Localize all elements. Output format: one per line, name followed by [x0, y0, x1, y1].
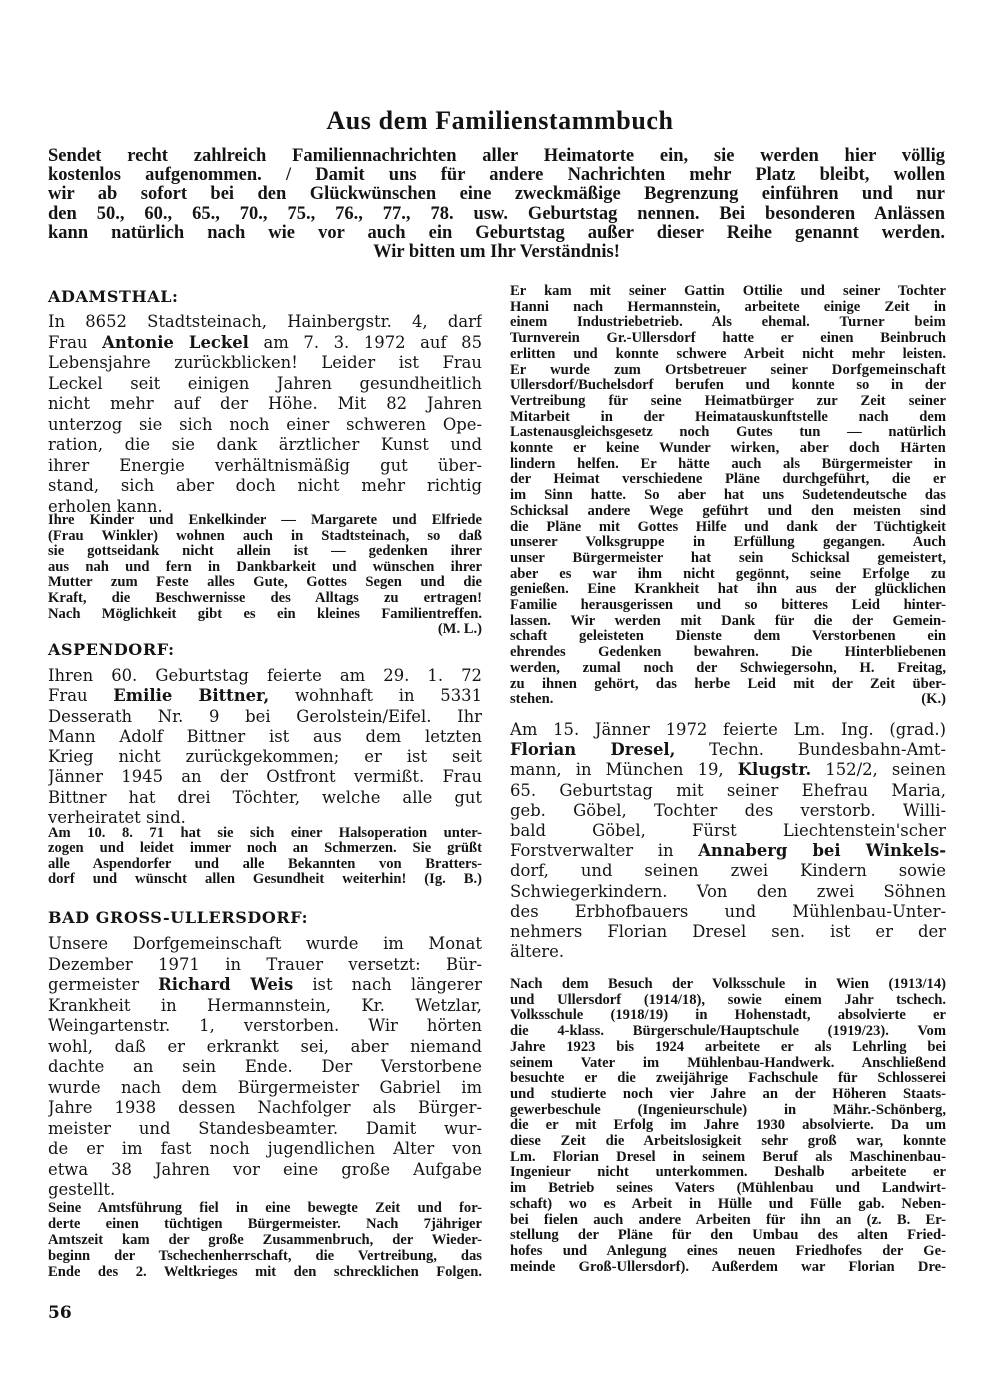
text-line [48, 224, 945, 243]
text-line [48, 513, 482, 529]
text-segment: Amtszeit kam der große Zusammenbruch, der Wieder- [48, 1232, 482, 1248]
adamsthal-note [48, 513, 482, 638]
text-segment: kann natürlich nach wie vor auch ein Geburtstag außer dieser Reihe genannt werden. [48, 223, 945, 243]
text-segment: (Frau Winkler) wohnen auch in Stadtsteinach, so daß [48, 528, 482, 544]
text-line [510, 942, 946, 962]
text-segment: etwa 38 Jahren vor eine große Aufgabe [48, 1159, 482, 1179]
text-segment: meister und Standesbeamter. Damit wur- [48, 1118, 482, 1138]
text-line [48, 205, 945, 224]
text-line [510, 1118, 946, 1134]
bold-name-text: wirken, aber doch Härten [730, 441, 946, 457]
text-line [48, 707, 482, 727]
text-line [510, 677, 946, 693]
text-segment: 152/2, seinen [811, 760, 946, 780]
text-line [48, 575, 482, 591]
text-segment: Am 15. Jänner 1972 feierte Lm. Ing. (grad.) [510, 720, 946, 739]
text-segment: nehmers Florian Dresel sen. ist er der [510, 922, 946, 942]
text-line [48, 857, 482, 872]
text-segment: Ingenieur nicht unterkommen. Deshalb arbeitete er [510, 1165, 946, 1181]
text-line [48, 872, 482, 887]
text-segment: Schwiegerkindern. Von den zwei Söhnen [510, 881, 946, 901]
text-segment: In 8652 Stadtsteinach, Hainbergstr. 4, darf [48, 312, 482, 331]
text-line [510, 1260, 946, 1276]
text-segment: einem Industriebetrieb. Als ehemal. [510, 315, 840, 331]
text-line [48, 1098, 482, 1119]
text-segment: Turnverein Gr.-Ullersdorf hatte er einen Beinbruch [510, 331, 946, 347]
page-number: 56 [48, 1303, 72, 1323]
text-segment: ist nach längerer [293, 975, 482, 994]
dresel-body [510, 720, 946, 962]
text-line [48, 996, 482, 1017]
text-segment: und Ullersdorf (1914/18), sowie einem Jahr tschech. [510, 992, 946, 1008]
text-line [48, 747, 482, 767]
text-segment: Nach Möglichkeit gibt es ein kleines Familientreffen. [48, 606, 482, 622]
text-segment: die Pläne mit Gottes Hilfe und dank der Tüchtigkeit [510, 519, 946, 535]
text-segment: gestellt. [48, 1180, 116, 1199]
text-segment: unserer Volksgruppe in Erfüllung gegangen. Auch [510, 535, 946, 551]
bold-name-text: Richard Weis [158, 975, 294, 994]
text-segment: die er mit Erfolg im Jahre 1930 absolvierte. Da um [510, 1118, 946, 1134]
text-segment: Er wurde zum Ortsbetreuer seiner [510, 362, 832, 378]
text-line [48, 607, 482, 623]
text-segment: zogen und leidet immer noch an Schmerzen. Sie grüßt [48, 841, 482, 857]
text-line [510, 1165, 946, 1181]
text-line [48, 1057, 482, 1078]
text-line [510, 614, 946, 630]
text-line [510, 629, 946, 645]
text-line [48, 560, 482, 576]
text-line [48, 1119, 482, 1140]
text-segment: genießen. Eine Krankheit hat ihn aus der glücklichen [510, 582, 946, 598]
text-line [510, 347, 946, 363]
section-heading-bad-gross-ullersdorf: BAD GROSS-ULLERSDORF: [48, 908, 309, 927]
text-line [510, 1087, 946, 1103]
text-line [48, 166, 945, 185]
text-segment: Krankheit in Hermannstein, Kr. Wetzlar, [48, 995, 482, 1015]
text-line [510, 993, 946, 1009]
text-segment: der Heimat verschiedene Pläne durchgeführt, die er [510, 472, 946, 488]
page-title: Aus dem Familienstammbuch [326, 106, 674, 135]
text-segment: hofes und Anlegung eines neuen Friedhofes der Ge- [510, 1243, 946, 1259]
text-segment: Lm. Florian Dresel in seinem Beruf als Maschinenbau- [510, 1149, 946, 1165]
text-line [510, 821, 946, 841]
text-segment: Jänner 1945 an der Ostfront vermißt. Frau [48, 767, 482, 787]
text-line [48, 394, 482, 415]
text-line [48, 1248, 482, 1264]
text-line [48, 826, 482, 841]
text-line [510, 582, 946, 598]
text-line [510, 488, 946, 504]
text-line [48, 374, 482, 395]
text-segment: schaft geleisteten Dienste dem Verstorbenen ein [510, 629, 946, 645]
text-segment: dorf, und seinen zwei Kindern sowie [510, 861, 946, 881]
bold-name-text: Erfolge zu [862, 566, 946, 582]
text-line [510, 922, 946, 942]
text-line [48, 435, 482, 456]
text-line [48, 1200, 482, 1216]
text-segment: Ihre Kinder und Enkelkinder — Margarete und Elfriede [48, 513, 482, 528]
text-segment: Forstverwalter in [510, 841, 699, 861]
adamsthal-body [48, 312, 482, 517]
text-segment: unterzog sie sich noch einer schweren Ope- [48, 414, 482, 434]
section-heading-aspendorf: ASPENDORF: [48, 640, 175, 659]
bold-name-text: Florian Dresel, [510, 740, 676, 760]
text-segment: lassen. Wir werden mit Dank für die der Gemein- [510, 613, 946, 629]
text-segment: Volksschule (1918/19) in Hohenstadt, absolvierte er [510, 1008, 946, 1024]
text-segment: Mutter zum Feste alles Gute, Gottes Segen und die [48, 575, 482, 591]
text-segment: Schicksal andere Wege geführt und den meisten sind [510, 503, 946, 519]
text-line [510, 425, 946, 441]
text-segment: wohnhaft in 5331 [269, 686, 482, 706]
text-line [48, 147, 945, 166]
intro-notice [48, 147, 945, 262]
text-segment: Wir bitten um Ihr Verständnis! [373, 243, 620, 263]
text-line [510, 567, 946, 583]
text-segment: diese Zeit die Arbeitslosigkeit sehr groß war, konnte [510, 1134, 946, 1150]
text-line [48, 788, 482, 808]
bad-gross-ullersdorf-body [48, 934, 482, 1201]
text-line [510, 1213, 946, 1229]
text-segment: Ihren 60. Geburtstag feierte am 29. 1. 72 [48, 666, 482, 685]
text-line [510, 977, 946, 993]
text-segment: seinem Vater im Mühlenbau-Handwerk. Anschließend [510, 1055, 946, 1071]
bold-name-text: Dorfgemeinschaft [831, 362, 946, 378]
text-line [48, 353, 482, 374]
text-segment: konnte er keine Wunder [510, 441, 731, 457]
text-segment: verheiratet sind. [48, 808, 186, 828]
text-segment: aber es war ihm nicht gegönnt, seine [510, 566, 863, 582]
text-line [510, 378, 946, 394]
text-segment: Desserath Nr. 9 bei Gerolstein/Eifel. Ihr [48, 706, 482, 726]
text-line [510, 1150, 946, 1166]
text-segment: Frau [48, 332, 103, 352]
text-segment: Hanni nach Hermannstein, arbeitete einige Zeit in [510, 299, 946, 315]
text-line [48, 975, 482, 996]
text-segment: die 4-klass. Bürgerschule/Hauptschule (1919/23). Vom [510, 1024, 946, 1040]
text-segment: Ullersdorf/Buchelsdorf berufen und konnte so in der [510, 378, 946, 394]
text-segment: Techn. Bundesbahn-Amt- [675, 740, 946, 760]
text-line [510, 861, 946, 881]
text-segment: ihrer Energie verhältnismäßig gut über- [48, 455, 482, 475]
text-segment: Krieg nicht zurückgekommen; er ist seit [48, 747, 482, 767]
text-segment: im Betrieb seines Vaters (Mühlenbau und Landwirt- [510, 1181, 946, 1197]
adamsthal-note-text [48, 513, 482, 622]
bold-name-text: Antonie Leckel [102, 332, 249, 352]
text-line [510, 284, 946, 300]
author-signature: (M. L.) [437, 621, 482, 638]
text-line [510, 504, 946, 520]
text-segment: alle Aspendorfer und alle Bekannten von Bratters- [48, 856, 482, 872]
text-line [510, 472, 946, 488]
text-line [510, 781, 946, 801]
text-line [510, 1228, 946, 1244]
text-line [48, 529, 482, 545]
text-line [48, 415, 482, 436]
text-line [48, 727, 482, 747]
text-line [510, 331, 946, 347]
text-segment: des Erbhofbauers und Mühlenbau-Unter- [510, 901, 946, 921]
text-line [48, 1037, 482, 1058]
text-segment: besuchte er die zweijährige Fachschule für Schlosserei [510, 1071, 946, 1087]
bad-gross-ullersdorf-note [48, 1200, 482, 1280]
bold-name-text: Turner beim [839, 315, 946, 331]
text-segment: Frau [48, 686, 114, 706]
text-line [510, 315, 946, 331]
text-segment: Lebensjahre zurückblicken! Leider ist Frau [48, 353, 482, 372]
text-line [48, 312, 482, 333]
text-line [510, 394, 946, 410]
text-line [48, 1139, 482, 1160]
text-segment: Familie herausgerissen und so bitteres Leid hinter- [510, 598, 946, 614]
text-line [48, 767, 482, 787]
text-line [48, 1078, 482, 1099]
text-line [48, 841, 482, 856]
text-line [510, 841, 946, 861]
text-line [48, 243, 945, 262]
text-segment: Ende des 2. Weltkrieges mit den schrecklichen Folgen. [48, 1264, 482, 1280]
text-line [510, 661, 946, 677]
text-segment: meinde Groß-Ullersdorf). Außerdem war Florian Dre- [510, 1259, 946, 1275]
text-line [48, 1180, 482, 1201]
text-line [48, 333, 482, 354]
text-line [510, 598, 946, 614]
text-line [510, 1056, 946, 1072]
text-line [510, 1071, 946, 1087]
text-segment: Er kam mit seiner Gattin Ottilie und seiner Tochter [510, 284, 946, 299]
text-segment: Vertreibung für seine Heimatbürger zur Zeit seiner [510, 393, 946, 409]
text-line [48, 544, 482, 560]
text-segment: stellung der Pläne für den Umbau des alten Fried- [510, 1228, 946, 1244]
text-segment: mann, in München 19, [510, 760, 738, 780]
text-segment: bei fielen auch andere Arbeiten für ihn an (z. B. Er- [510, 1212, 946, 1228]
bold-name-text: Emilie Bittner, [113, 686, 270, 706]
text-segment: wir ab sofort bei den Glückwünschen eine zweckmäßige Begrenzung einführen und nur [48, 185, 945, 205]
text-line [510, 902, 946, 922]
text-line [510, 692, 946, 708]
text-line [510, 1181, 946, 1197]
text-line [48, 1232, 482, 1248]
bold-name-text: Annaberg bei Winkels- [698, 841, 946, 861]
text-line [48, 1264, 482, 1280]
text-segment: Unsere Dorfgemeinschaft wurde im Monat [48, 934, 482, 953]
text-segment: Jahre 1923 bis 1924 arbeitete er als Lehrling bei [510, 1039, 946, 1055]
text-line [510, 720, 946, 740]
text-line [48, 456, 482, 477]
aspendorf-note [48, 826, 482, 888]
text-segment: zu ihnen gehört, das herbe Leid mit der Zeit über- [510, 676, 946, 692]
text-segment: Dezember 1971 in Trauer versetzt: Bür- [48, 954, 482, 974]
text-segment: nicht mehr auf der Höhe. Mit 82 Jahren [48, 394, 482, 413]
text-segment: erlitten und konnte schwere Arbeit nicht mehr leisten. [510, 346, 946, 362]
text-line [510, 1197, 946, 1213]
text-segment: am 7. 3. 1972 auf 85 [248, 332, 482, 352]
text-line [48, 666, 482, 686]
text-line [48, 955, 482, 976]
text-segment: stehen. (K.) [510, 692, 946, 708]
text-segment: 65. Geburtstag mit seiner Ehefrau Maria, [510, 780, 946, 800]
text-segment: Lastenausgleichsgesetz noch Gutes tun — natürlich [510, 425, 946, 441]
text-line [510, 410, 946, 426]
text-line [48, 1160, 482, 1181]
text-line [510, 1103, 946, 1119]
text-line [48, 934, 482, 955]
text-segment: Mann Adolf Bittner ist aus dem letzten [48, 726, 482, 746]
text-segment: aus nah und fern in Dankbarkeit und wünschen ihrer [48, 559, 482, 575]
text-line [510, 645, 946, 661]
text-segment: im Sinn hatte. So aber hat uns Sudetendeutsche das [510, 488, 946, 504]
text-line [510, 1008, 946, 1024]
dresel-note [510, 977, 946, 1275]
text-segment: Nach dem Besuch der Volksschule in Wien (1913/14) [510, 977, 946, 992]
text-segment: stand, sich aber doch nicht mehr richtig [48, 476, 482, 495]
text-line [48, 185, 945, 204]
text-line [510, 457, 946, 473]
text-segment: Sendet recht zahlreich Familiennachrichten aller Heimatorte ein, sie werden hier völlig [48, 147, 945, 166]
text-segment: gewerbeschule (Ingenieurschule) in Mähr.-Schönberg, [510, 1102, 946, 1118]
text-segment: Seine Amtsführung fiel in eine bewegte Zeit und for- [48, 1200, 482, 1216]
text-segment: germeister [48, 975, 159, 994]
text-segment: Am 10. 8. 71 hat sie sich einer Halsoperation unter- [48, 826, 482, 841]
aspendorf-body [48, 666, 482, 828]
bad-gross-ullersdorf-continuation [510, 284, 946, 708]
text-segment: wurde nach dem Bürgermeister Gabriel im [48, 1077, 482, 1097]
text-line [48, 476, 482, 497]
text-segment: bald Göbel, Fürst Liechtenstein'scher [510, 821, 946, 841]
text-line [510, 740, 946, 760]
text-line [48, 686, 482, 706]
text-line [510, 1040, 946, 1056]
text-line [48, 1016, 482, 1037]
text-segment: den 50., 60., 65., 70., 75., 76., 77., 78. usw. Geburtstag nennen. Bei besonderen Anlässen [48, 204, 945, 224]
text-segment: ration, die sie dank ärztlicher Kunst und [48, 435, 482, 454]
text-line [510, 441, 946, 457]
text-line [510, 882, 946, 902]
text-segment: und studierte noch vier Jahre an der Höheren Staats- [510, 1086, 946, 1102]
text-segment: schaft) wo es Arbeit in Hülle und Fülle gab. Neben- [510, 1196, 946, 1212]
text-segment: Bittner hat drei Töchter, welche alle gut [48, 787, 482, 807]
text-segment: werden, zumal noch der Schwiegersohn, H. Freitag, [510, 660, 946, 676]
text-line [510, 300, 946, 316]
text-segment: Jahre 1938 dessen Nachfolger als Bürger- [48, 1098, 482, 1117]
text-line [510, 551, 946, 567]
bold-name-text: Klugstr. [737, 760, 812, 780]
text-segment: Mitarbeit in der Heimatauskunftstelle nach dem [510, 409, 946, 425]
text-segment: kostenlos aufgenommen. / Damit uns für andere Nachrichten mehr Platz bleibt, wollen [48, 166, 945, 186]
text-segment: geb. Göbel, Tochter des verstorb. Willi- [510, 800, 946, 820]
text-segment: Kraft, die Beschwernisse des Alltags zu ertragen! [48, 590, 482, 606]
text-line [510, 363, 946, 379]
text-segment: beginn der Tschechenherrschaft, die Vertreibung, das [48, 1248, 482, 1264]
section-heading-adamsthal: ADAMSTHAL: [48, 287, 179, 306]
text-line [510, 1134, 946, 1150]
text-line [48, 1216, 482, 1232]
text-line [48, 591, 482, 607]
text-segment: Leckel seit einigen Jahren gesundheitlich [48, 373, 482, 393]
text-line [510, 535, 946, 551]
text-segment: ehrendes Gedenken bewahren. Die Hinterbliebenen [510, 645, 946, 661]
text-segment: lindern helfen. Er hätte auch als Bürgermeister in [510, 456, 946, 472]
text-line [510, 760, 946, 780]
text-line [510, 1024, 946, 1040]
text-segment: sie gottseidank nicht allein ist — gedenken ihrer [48, 544, 482, 560]
text-segment: erholen kann. [48, 496, 163, 516]
text-segment: unser Bürgermeister hat sein Schicksal gemeistert, [510, 550, 946, 566]
text-segment: de er im fast noch jugendlichen Alter von [48, 1139, 482, 1158]
text-segment: ältere. [510, 942, 565, 962]
text-line [510, 1244, 946, 1260]
text-line [510, 801, 946, 821]
text-segment: wohl, daß er erkrankt sei, aber niemand [48, 1036, 482, 1056]
text-segment: Weingartenstr. 1, verstorben. Wir hörten [48, 1016, 482, 1035]
text-segment: dachte an sein Ende. Der Verstorbene [48, 1057, 482, 1076]
text-line [510, 520, 946, 536]
text-segment: dorf und wünscht allen Gesundheit weiterhin! (Ig. B.) [48, 872, 482, 888]
text-segment: derte einen tüchtigen Bürgermeister. Nach 7jähriger [48, 1216, 482, 1232]
